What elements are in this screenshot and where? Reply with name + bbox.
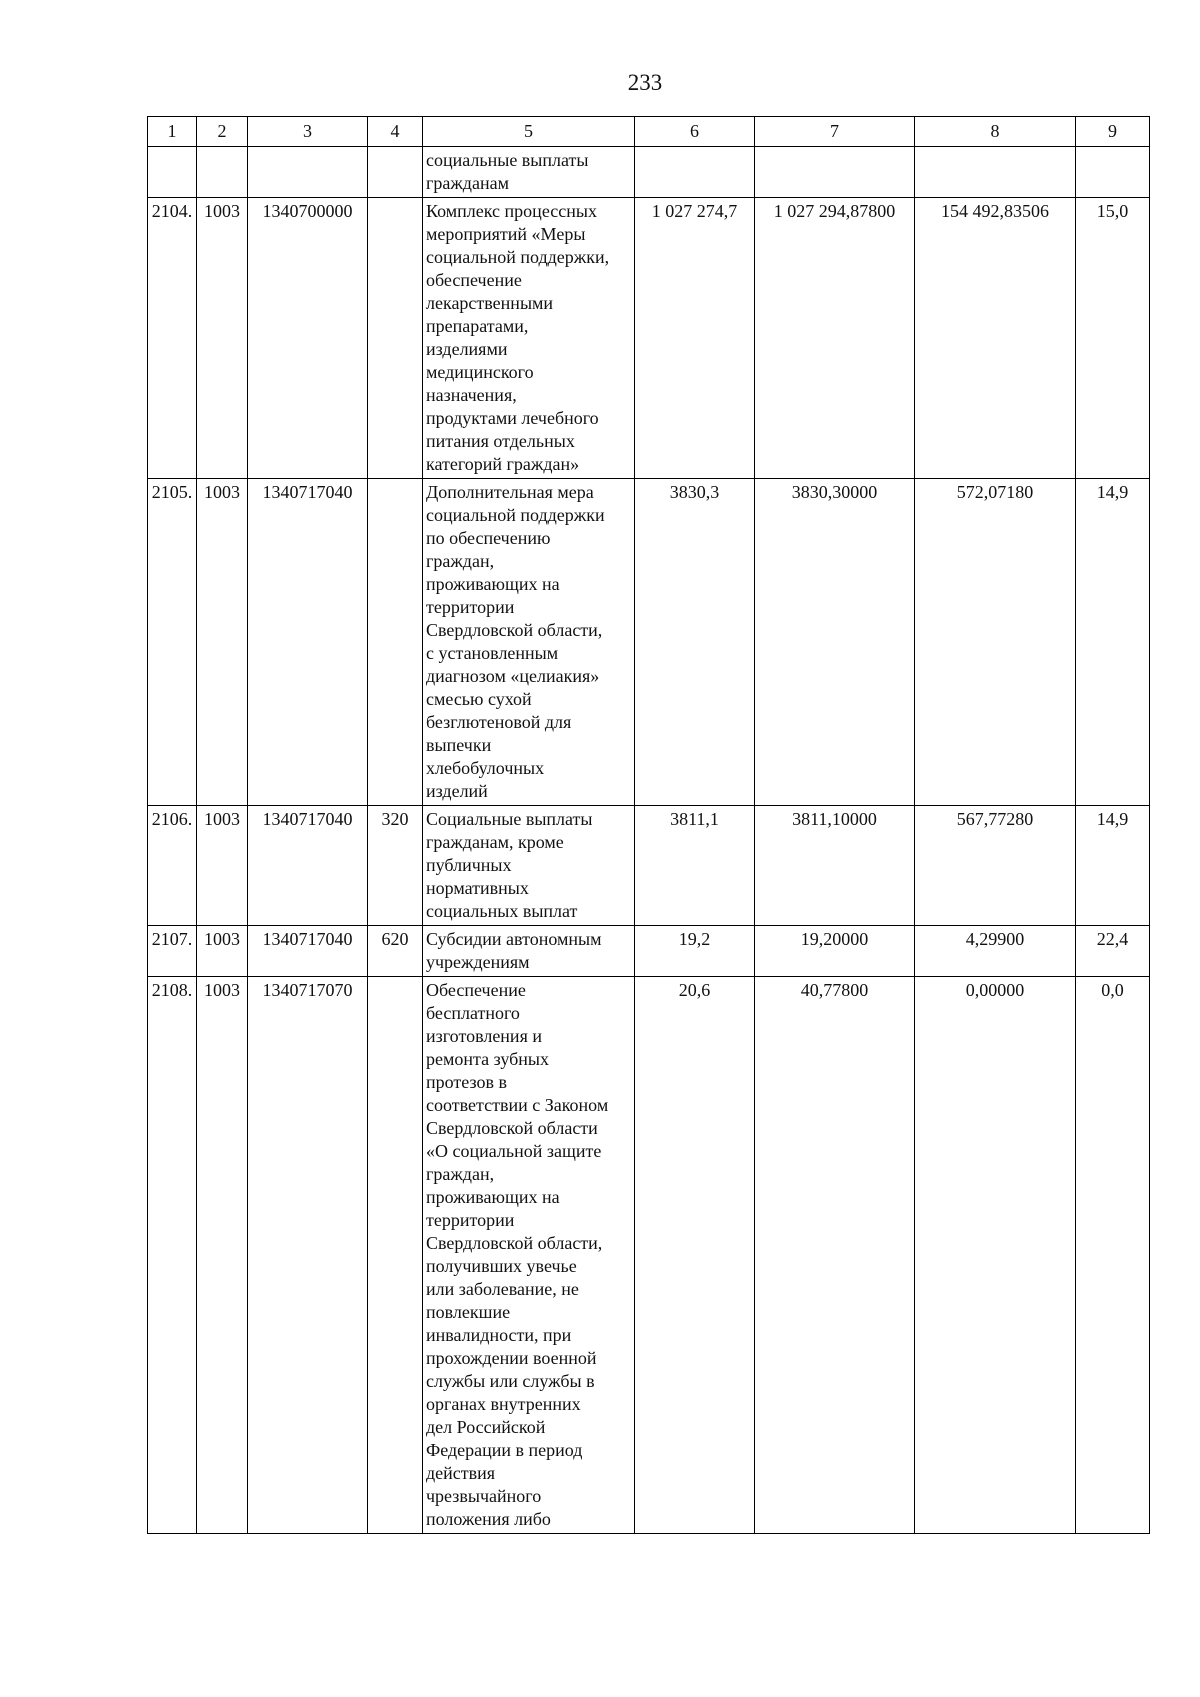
name-line: службы или службы в — [426, 1371, 595, 1391]
column-header: 3 — [248, 117, 368, 147]
name-line: действия — [426, 1463, 496, 1483]
table-row — [148, 806, 1150, 926]
executed-amount-cell — [915, 147, 1076, 198]
name-line: Комплекс процессных — [426, 201, 597, 221]
percent-cell — [1076, 147, 1150, 198]
name-line: или заболевание, не — [426, 1279, 579, 1299]
column-header: 2 — [197, 117, 248, 147]
refined-amount-cell — [755, 147, 915, 198]
row-number-cell — [148, 147, 197, 198]
target-code-cell: 1340717040 — [248, 806, 368, 926]
row-number-cell: 2106. — [148, 806, 197, 926]
expense-type-cell — [368, 147, 423, 198]
name-line: безглютеновой для — [426, 712, 572, 732]
refined-amount-cell: 3811,10000 — [755, 806, 915, 926]
expense-type-cell: 320 — [368, 806, 423, 926]
refined-amount-cell: 3830,30000 — [755, 479, 915, 806]
name-line: смесью сухой — [426, 689, 532, 709]
expense-type-cell — [368, 977, 423, 1534]
column-header: 6 — [635, 117, 755, 147]
name-line: с установленным — [426, 643, 559, 663]
name-line: назначения, — [426, 385, 517, 405]
name-line: Свердловской области — [426, 1118, 598, 1138]
table-row — [148, 147, 1150, 198]
plan-amount-cell: 20,6 — [635, 977, 755, 1534]
percent-cell: 0,0 — [1076, 977, 1150, 1534]
name-line: категорий граждан» — [426, 454, 580, 474]
percent-cell: 15,0 — [1076, 198, 1150, 479]
name-line: инвалидности, при — [426, 1325, 572, 1345]
table-row — [148, 926, 1150, 977]
target-code-cell: 1340717040 — [248, 926, 368, 977]
target-code-cell: 1340700000 — [248, 198, 368, 479]
name-line: социальных выплат — [426, 901, 578, 921]
section-code-cell: 1003 — [197, 926, 248, 977]
name-line: территории — [426, 597, 515, 617]
plan-amount-cell: 1 027 274,7 — [635, 198, 755, 479]
name-cell — [423, 806, 635, 926]
name-cell — [423, 977, 635, 1534]
section-code-cell: 1003 — [197, 479, 248, 806]
name-line: Обеспечение — [426, 980, 526, 1000]
name-line: территории — [426, 1210, 515, 1230]
name-line: «О социальной защите — [426, 1141, 602, 1161]
name-line: хлебобулочных — [426, 758, 545, 778]
plan-amount-cell: 3830,3 — [635, 479, 755, 806]
row-number-cell: 2107. — [148, 926, 197, 977]
name-line: Свердловской области, — [426, 620, 603, 640]
name-line: Социальные выплаты — [426, 809, 593, 829]
row-number-cell: 2105. — [148, 479, 197, 806]
name-line: выпечки — [426, 735, 492, 755]
name-line: Федерации в период — [426, 1440, 583, 1460]
name-line: Субсидии автономным — [426, 929, 602, 949]
executed-amount-cell: 4,29900 — [915, 926, 1076, 977]
name-line: изделиями — [426, 339, 508, 359]
column-header: 7 — [755, 117, 915, 147]
name-line: ремонта зубных — [426, 1049, 549, 1069]
executed-amount-cell: 0,00000 — [915, 977, 1076, 1534]
name-line: прохождении военной — [426, 1348, 597, 1368]
section-code-cell: 1003 — [197, 806, 248, 926]
section-code-cell: 1003 — [197, 977, 248, 1534]
table-row — [148, 977, 1150, 1534]
refined-amount-cell: 40,77800 — [755, 977, 915, 1534]
percent-cell: 22,4 — [1076, 926, 1150, 977]
column-header: 8 — [915, 117, 1076, 147]
page-number: 233 — [627, 70, 663, 95]
name-line: соответствии с Законом — [426, 1095, 609, 1115]
name-line: дел Российской — [426, 1417, 546, 1437]
executed-amount-cell: 154 492,83506 — [915, 198, 1076, 479]
target-code-cell: 1340717040 — [248, 479, 368, 806]
name-line: положения либо — [426, 1509, 551, 1529]
name-line: органах внутренних — [426, 1394, 581, 1414]
row-number-cell: 2108. — [148, 977, 197, 1534]
name-cell — [423, 479, 635, 806]
name-line: проживающих на — [426, 1187, 560, 1207]
name-line: получивших увечье — [426, 1256, 577, 1276]
table-body — [148, 147, 1150, 1534]
refined-amount-cell: 19,20000 — [755, 926, 915, 977]
name-line: лекарственными — [426, 293, 554, 313]
header-row — [148, 117, 1150, 147]
target-code-cell: 1340717070 — [248, 977, 368, 1534]
name-line: социальной поддержки — [426, 505, 605, 525]
name-line: препаратами, — [426, 316, 529, 336]
name-line: изделий — [426, 781, 488, 801]
plan-amount-cell: 3811,1 — [635, 806, 755, 926]
name-line: обеспечение — [426, 270, 522, 290]
name-line: медицинского — [426, 362, 534, 382]
target-code-cell — [248, 147, 368, 198]
column-header: 9 — [1076, 117, 1150, 147]
name-line: диагнозом «целиакия» — [426, 666, 600, 686]
name-line: Дополнительная мера — [426, 482, 594, 502]
row-number-cell: 2104. — [148, 198, 197, 479]
name-line: публичных — [426, 855, 512, 875]
name-line: питания отдельных — [426, 431, 575, 451]
name-line: социальной поддержки, — [426, 247, 610, 267]
column-header: 5 — [423, 117, 635, 147]
plan-amount-cell — [635, 147, 755, 198]
name-line: Свердловской области, — [426, 1233, 603, 1253]
percent-cell: 14,9 — [1076, 479, 1150, 806]
refined-amount-cell: 1 027 294,87800 — [755, 198, 915, 479]
section-code-cell — [197, 147, 248, 198]
name-cell — [423, 147, 635, 198]
name-line: граждан, — [426, 551, 495, 571]
section-code-cell: 1003 — [197, 198, 248, 479]
name-line: гражданам — [426, 173, 509, 193]
name-line: бесплатного — [426, 1003, 520, 1023]
name-line: по обеспечению — [426, 528, 551, 548]
expense-type-cell — [368, 479, 423, 806]
column-header: 4 — [368, 117, 423, 147]
plan-amount-cell: 19,2 — [635, 926, 755, 977]
name-line: протезов в — [426, 1072, 507, 1092]
name-cell — [423, 198, 635, 479]
name-line: нормативных — [426, 878, 529, 898]
expense-type-cell: 620 — [368, 926, 423, 977]
name-cell — [423, 926, 635, 977]
name-line: социальные выплаты — [426, 150, 589, 170]
name-line: гражданам, кроме — [426, 832, 564, 852]
name-line: чрезвычайного — [426, 1486, 542, 1506]
name-line: учреждениям — [426, 952, 530, 972]
name-line: граждан, — [426, 1164, 495, 1184]
name-line: продуктами лечебного — [426, 408, 599, 428]
percent-cell: 14,9 — [1076, 806, 1150, 926]
name-line: изготовления и — [426, 1026, 542, 1046]
executed-amount-cell: 572,07180 — [915, 479, 1076, 806]
executed-amount-cell: 567,77280 — [915, 806, 1076, 926]
table-row — [148, 479, 1150, 806]
budget-table — [147, 116, 1150, 1534]
expense-type-cell — [368, 198, 423, 479]
name-line: проживающих на — [426, 574, 560, 594]
column-header: 1 — [148, 117, 197, 147]
name-line: повлекшие — [426, 1302, 511, 1322]
table-row — [148, 198, 1150, 479]
name-line: мероприятий «Меры — [426, 224, 586, 244]
